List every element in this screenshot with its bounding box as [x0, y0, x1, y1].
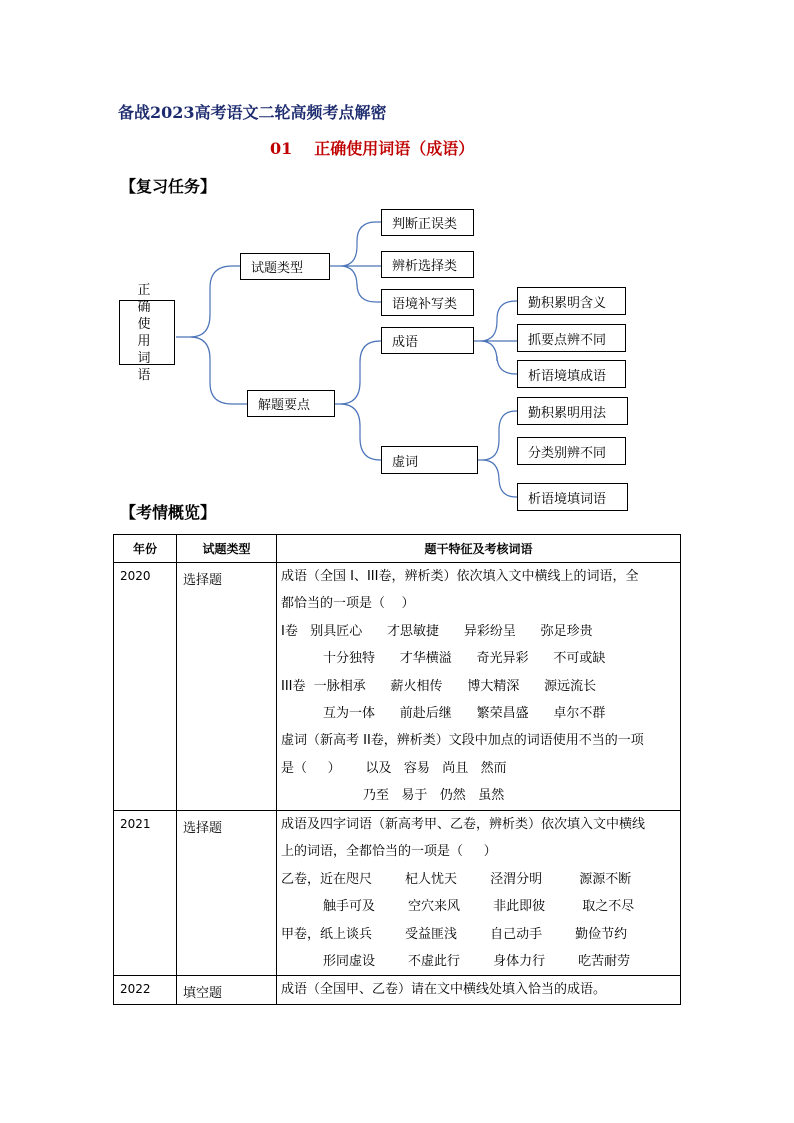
mindmap-branch-key-points: 解题要点	[247, 390, 335, 417]
mindmap-sub-function-word: 虚词	[381, 446, 478, 474]
desc-line: I卷 别具匠心 才思敏捷 异彩纷呈 弥足珍贵	[281, 623, 593, 639]
table-header-row	[114, 535, 681, 563]
desc-line: 成语（全国 I、III卷，辨析类）依次填入文中横线上的词语，全	[281, 569, 639, 584]
mindmap-item-distinguish: 辨析选择类	[381, 251, 474, 278]
connector-branch2-subs	[335, 341, 381, 460]
connector-branch1-items	[330, 222, 381, 302]
desc-line: 成语及四字词语（新高考甲、乙卷，辨析类）依次填入文中横线	[281, 817, 646, 832]
desc-line: 成语（全国甲、乙卷）请在文中横线处填入恰当的成语。	[281, 982, 607, 998]
cell-desc	[277, 976, 681, 1004]
desc-line: 都恰当的一项是（ ）	[281, 596, 415, 612]
mindmap-idiom-item-2: 抓要点辨不同	[517, 324, 626, 352]
cell-year: 2022	[114, 976, 177, 1004]
desc-line: 互为一体 前赴后继 繁荣昌盛 卓尔不群	[323, 706, 606, 722]
connector-root-branches	[176, 266, 247, 404]
desc-line: 上的词语，全都恰当的一项是（ ）	[281, 844, 497, 860]
subtitle-text: 正确使用词语（成语）	[314, 139, 475, 158]
cell-year: 2020	[114, 563, 177, 811]
mindmap-item-judge: 判断正误类	[381, 209, 474, 236]
table-row	[114, 811, 681, 976]
cell-type: 选择题	[177, 811, 277, 976]
header-year: 年份	[114, 535, 177, 563]
mindmap-idiom-item-1: 勤积累明含义	[517, 287, 626, 315]
header-type: 试题类型	[177, 535, 277, 563]
mindmap-func-item-2: 分类别辨不同	[517, 437, 626, 465]
exam-overview-table	[113, 534, 681, 1005]
table-row	[114, 976, 681, 1004]
cell-desc	[277, 811, 681, 976]
header-desc: 题干特征及考核词语	[277, 535, 681, 563]
desc-line: 乃至 易于 仍然 虽然	[363, 788, 505, 804]
mindmap-root-label: 正确使用词语	[137, 282, 157, 383]
document-title: 备战2023高考语文二轮高频考点解密	[118, 103, 387, 122]
document-subtitle	[270, 136, 474, 159]
connector-func-items	[478, 411, 517, 497]
section-heading-exam: 【考情概览】	[120, 503, 217, 522]
desc-line: 触手可及 空穴来风 非此即彼 取之不尽	[323, 899, 635, 915]
mindmap-sub-idiom: 成语	[381, 327, 474, 354]
cell-type: 填空题	[177, 976, 277, 1004]
desc-line: 虚词（新高考 II卷，辨析类）文段中加点的词语使用不当的一项	[281, 733, 644, 749]
desc-line: 乙卷，近在咫尺 杞人忧天 泾渭分明 源源不断	[281, 871, 632, 887]
desc-line: 形同虚设 不虚此行 身体力行 吃苦耐劳	[323, 954, 631, 970]
desc-line: 甲卷，纸上谈兵 受益匪浅 自己动手 勤俭节约	[281, 926, 628, 942]
cell-desc	[277, 563, 681, 811]
section-heading-review: 【复习任务】	[120, 177, 217, 196]
connector-idiom-items	[474, 301, 517, 374]
desc-line: 十分独特 才华横溢 奇光异彩 不可或缺	[323, 651, 606, 667]
desc-line: III卷 一脉相承 薪火相传 博大精深 源远流长	[281, 678, 597, 694]
desc-line: 是（ ） 以及 容易 尚且 然而	[281, 760, 507, 776]
cell-year: 2021	[114, 811, 177, 976]
mindmap-root	[119, 282, 175, 383]
cell-type: 选择题	[177, 563, 277, 811]
table-row	[114, 563, 681, 811]
mindmap-branch-question-types: 试题类型	[240, 253, 330, 280]
mindmap-func-item-1: 勤积累明用法	[517, 397, 628, 425]
mindmap-func-item-3: 析语境填词语	[517, 483, 628, 511]
mindmap-item-context-fill: 语境补写类	[381, 289, 474, 316]
mindmap-idiom-item-3: 析语境填成语	[517, 360, 626, 388]
subtitle-number: 01	[270, 139, 293, 158]
